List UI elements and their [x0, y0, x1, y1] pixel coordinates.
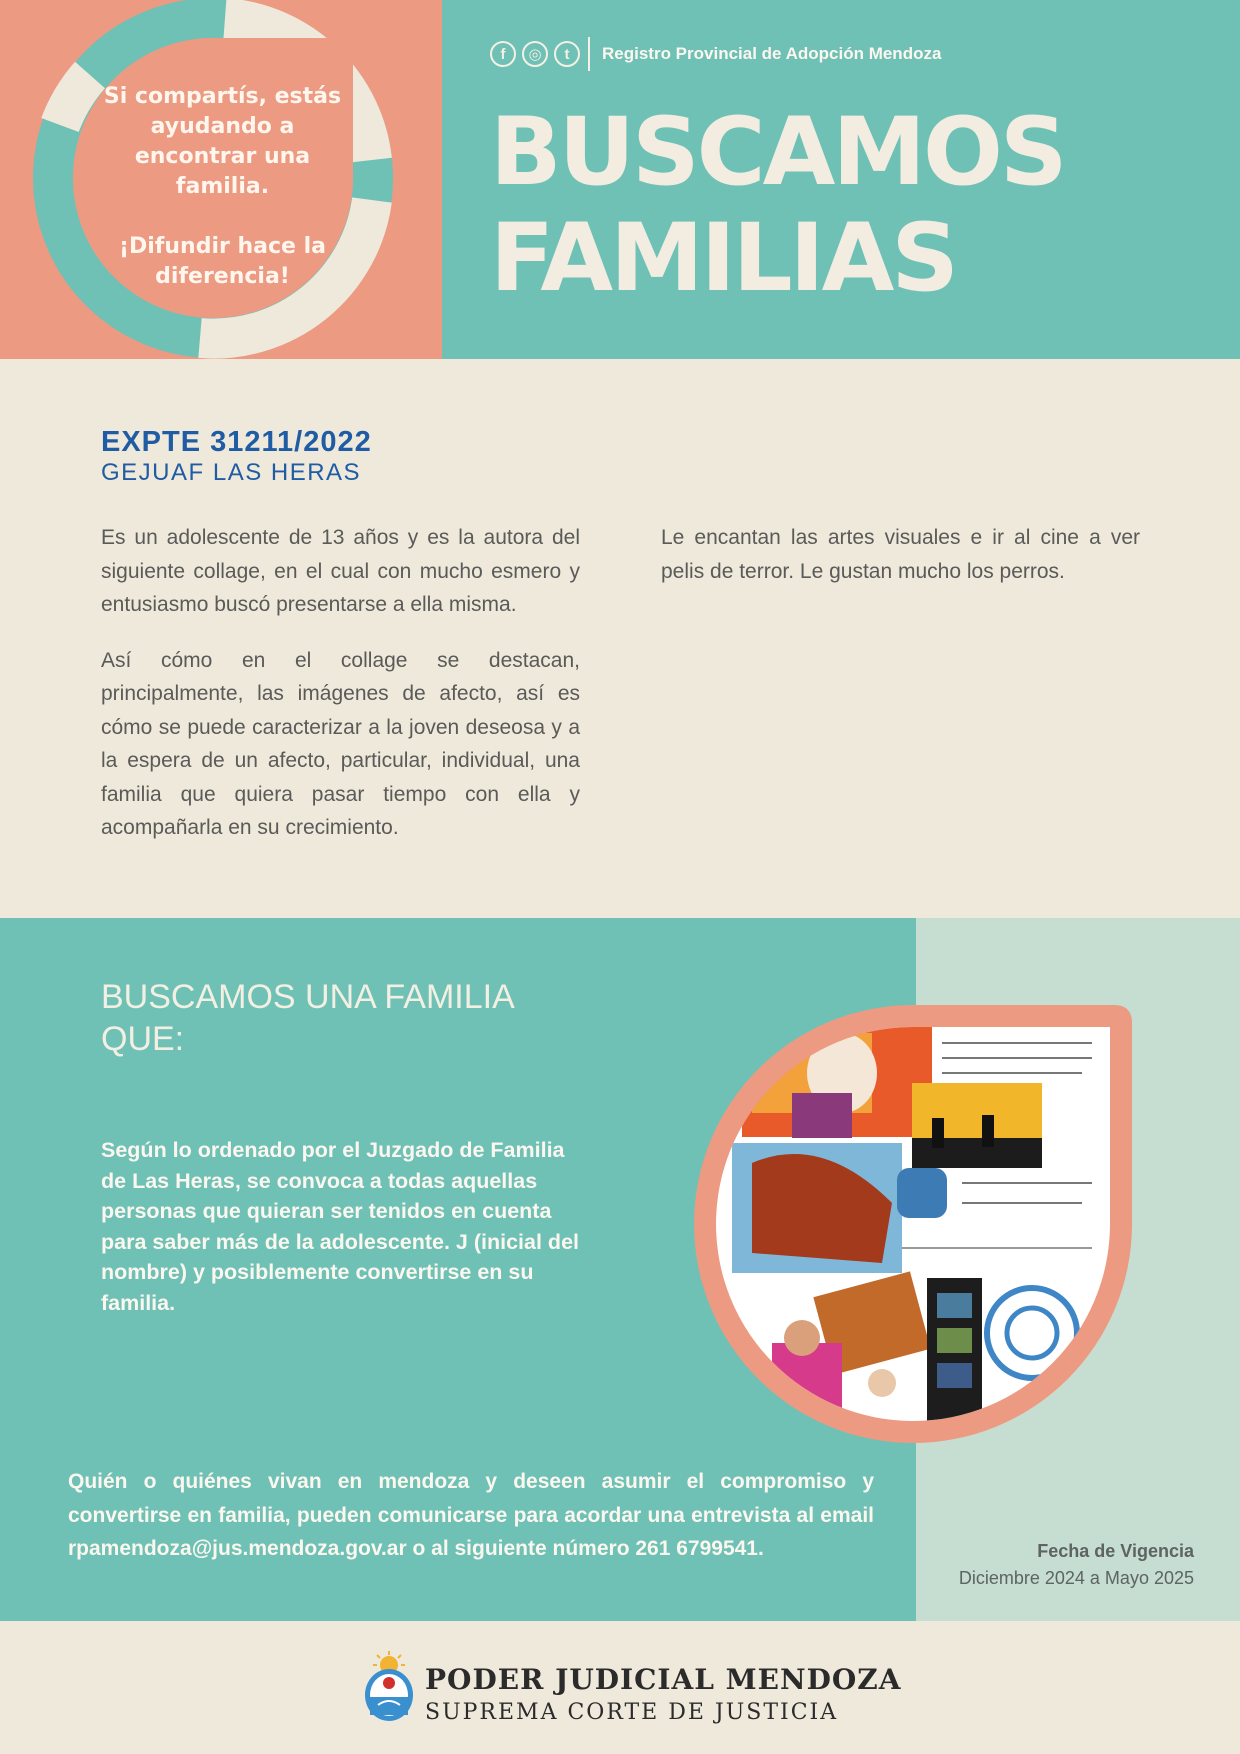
- description-left: [101, 521, 580, 867]
- contact-text: Quién o quiénes vivan en mendoza y deseen asumir el compromiso y convertirse en familia, pueden comunicarse para acordar una entrevista al email rpamendoza@jus.mendoza.gov.ar o al siguiente número 261 6799541.: [68, 1470, 874, 1560]
- footer: [0, 1621, 1240, 1754]
- instagram-icon[interactable]: ◎: [522, 41, 548, 67]
- case-number: EXPTE 31211/2022: [101, 426, 372, 458]
- facebook-icon[interactable]: f: [490, 41, 516, 67]
- search-heading: BUSCAMOS UNA FAMILIA QUE:: [101, 978, 513, 1058]
- search-body: Según lo ordenado por el Juzgado de Familia de Las Heras, se convoca a todas aquellas personas que quieran ser tenidos en cuenta para saber más de la adolescente. J (inicial del nombre) y posiblemente convertirse en su familia.: [101, 1138, 579, 1315]
- validity-block: [959, 1538, 1194, 1592]
- validity-label: Fecha de Vigencia: [1037, 1541, 1194, 1561]
- divider: [588, 37, 590, 71]
- title-line-1: BUSCAMOS: [490, 98, 1065, 207]
- twitter-icon[interactable]: t: [554, 41, 580, 67]
- collage-image: [692, 1003, 1134, 1445]
- validity-range: Diciembre 2024 a Mayo 2025: [958, 1568, 1194, 1588]
- org-subtitle: SUPREMA CORTE DE JUSTICIA: [425, 1700, 839, 1725]
- org-name: PODER JUDICIAL MENDOZA: [425, 1663, 902, 1696]
- registry-name: Registro Provincial de Adopción Mendoza: [602, 44, 942, 63]
- share-line-1: Si compartís, estás ayudando a encontrar una familia.: [103, 84, 342, 199]
- social-row: [490, 37, 941, 71]
- title-line-2: FAMILIAS: [490, 204, 957, 313]
- description-paragraph-3: Le encantan las artes visuales e ir al cine a ver pelis de terror. Le gustan mucho los perros.: [661, 526, 1140, 583]
- judicial-seal-icon: [362, 1649, 416, 1723]
- page-title: [490, 100, 1065, 312]
- description-paragraph-2: Así cómo en el collage se destacan, principalmente, las imágenes de afecto, así es cómo se puede caracterizar a la joven deseosa y a la espera de un afecto, particular, individual, una familia que quiera pasar tiempo con ella y acompañarla en su crecimiento.: [101, 648, 580, 839]
- share-panel: [0, 0, 442, 359]
- share-message: [100, 82, 345, 322]
- description-paragraph-1: Es un adolescente de 13 años y es la autora del siguiente collage, en el cual con mucho esmero y entusiasmo buscó presentarse a ella misma.: [101, 526, 580, 616]
- court-name: GEJUAF LAS HERAS: [101, 459, 362, 486]
- share-line-2: ¡Difundir hace la diferencia!: [118, 234, 327, 289]
- description-right: [661, 521, 1140, 610]
- header-banner: [0, 0, 1240, 359]
